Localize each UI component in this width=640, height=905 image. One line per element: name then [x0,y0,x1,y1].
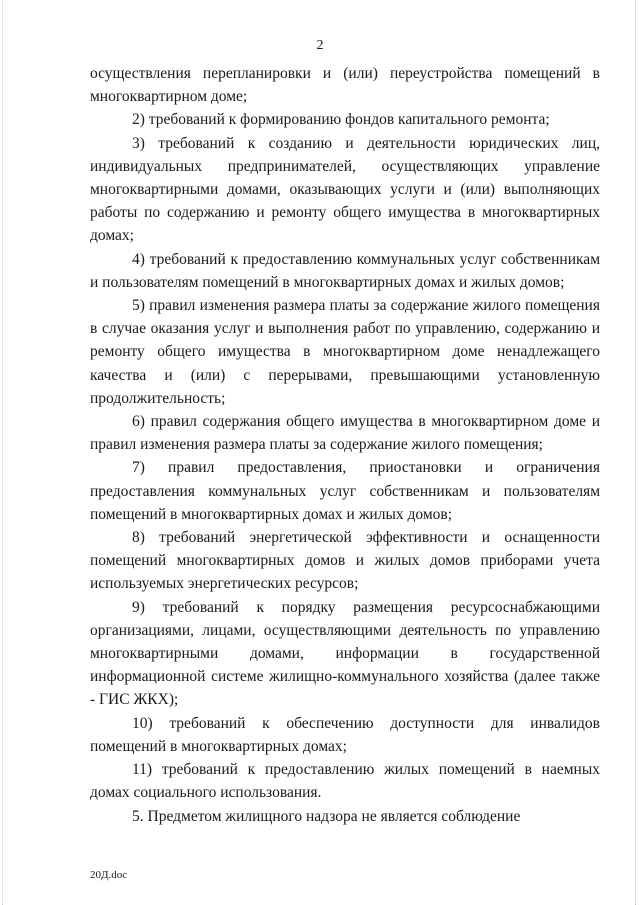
list-item-5: 5) правил изменения размера платы за содержание жилого помещения в случае оказания услуг и выполнения работ по управлению, содержанию и ремонту общего имущества в многоквартирном доме ненадлежащего качества и (или) с перерывами, превышающими установленную продолжительность; [90,297,600,407]
list-item-9: 9) требований к порядку размещения ресурсоснабжающими организациями, лицами, осуществляющими деятельность по управлению многоквартирными домами, информации в государственной информационной системе жилищно-коммунального хозяйства (далее также - ГИС ЖКХ); [90,598,600,709]
list-item-6: 6) правил содержания общего имущества в многоквартирном доме и правил изменения размера платы за содержание жилого помещения; [90,413,600,454]
document-body [90,62,600,828]
section-5-paragraph: 5. Предметом жилищного надзора не является соблюдение [132,807,521,825]
page-number: 2 [316,38,324,53]
list-item-3: 3) требований к созданию и деятельности юридических лиц, индивидуальных предпринимателей, осуществляющих управление многоквартирными домами, оказывающих услуги и (или) выполняющих работы по содержанию и ремонту общего имущества в многоквартирных домах; [90,134,600,245]
list-item-10: 10) требований к обеспечению доступности для инвалидов помещений в многоквартирных домах; [90,714,600,755]
scan-edge-left [2,0,4,905]
list-item-7: 7) правил предоставления, приостановки и ограничения предоставления коммунальных услуг собственникам и пользователям помещений в многоквартирных домах и жилых домов; [90,459,600,523]
list-item-11: 11) требований к предоставлению жилых помещений в наемных домах социального использования. [90,761,600,802]
paragraph-continuation: осуществления перепланировки и (или) переустройства помещений в многоквартирном доме; [90,65,600,106]
footer-filename: 20Д.doc [90,869,128,881]
list-item-4: 4) требований к предоставлению коммунальных услуг собственникам и пользователям помещений в многоквартирных домах и жилых домов; [90,250,600,291]
scan-edge-right [635,0,637,905]
list-item-2: 2) требований к формированию фондов капитального ремонта; [132,111,550,129]
list-item-8: 8) требований энергетической эффективности и оснащенности помещений многоквартирных домов и жилых домов приборами учета используемых энергетических ресурсов; [90,529,600,593]
